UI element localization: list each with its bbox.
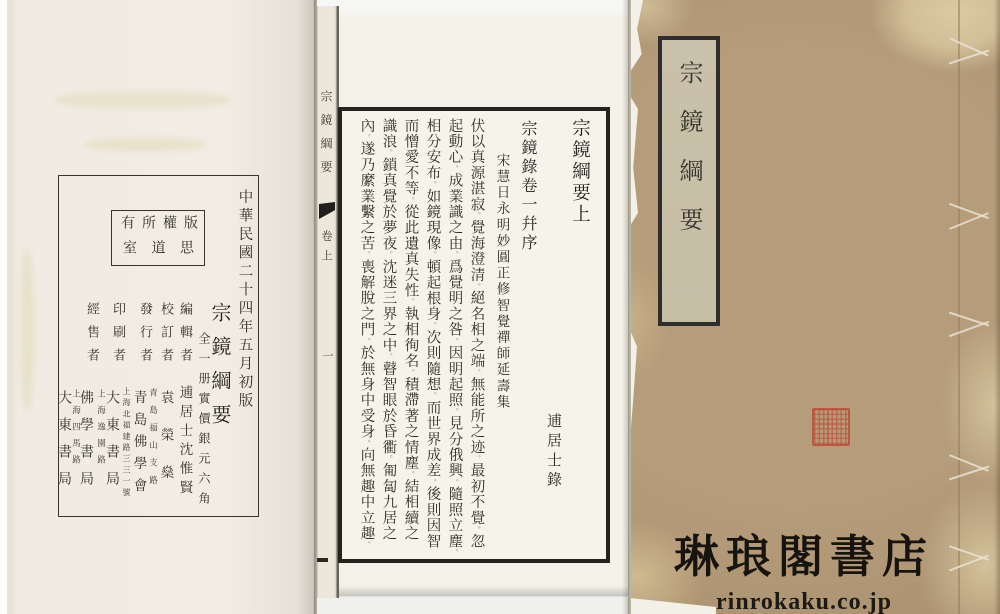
binding-stitch (949, 50, 990, 65)
copyright-box (111, 210, 205, 266)
credit-role-editor: 編輯者 (177, 302, 192, 371)
page-gutter (314, 0, 317, 614)
banxin-page-number: 一 (321, 350, 334, 361)
credit-name-reviser: 袁榮燊 (157, 390, 174, 503)
body-column-2: 起動心。成業識之由。爲覺明之咎。因明起照。見分俄興。隨照立塵。 (446, 118, 463, 557)
credit-name-printer: 大東書局 (104, 390, 120, 498)
credit-role-distributor: 經售者 (84, 302, 99, 371)
body-column-5: 識浪。鎖真覺於夢夜。沈迷三界之中。瞽智眼於昏衢。匍匐九居之 (380, 118, 397, 542)
body-column-4: 而憎愛不等。從此遺真失性。執相徇名。積滯著之情塵。結相續之 (402, 118, 419, 542)
heading-column: 宗鏡綱要上 (569, 118, 591, 226)
bookstore-watermark (670, 520, 938, 614)
credit-name-publisher: 青島佛學會 (130, 390, 147, 500)
text-frame (338, 107, 610, 563)
facing-frame-corner (316, 558, 328, 562)
bookstore-url: rinrokaku.co.jp (716, 589, 892, 614)
publication-date: 中華民國二十四年五月初版 (236, 189, 253, 411)
torn-paper-edge (630, 330, 637, 440)
torn-paper-edge (630, 0, 643, 72)
bleedthrough-stain (20, 250, 34, 410)
studio-name: 思道室 (121, 240, 194, 254)
copyright-text: 版權所有 (119, 215, 198, 229)
body-column-6: 內。遂乃縻業繫之苦。喪解脫之門。於無身中受身。向無趣中立趣。 (358, 118, 375, 550)
body-column-1: 伏以真源湛寂。覺海澄清。絕名相之端。無能所之迹。最初不覺。忽 (468, 118, 485, 550)
credit-name-distributor1: 佛學書局 (78, 390, 94, 498)
colophon-box (58, 175, 259, 517)
bleedthrough-stain (85, 138, 205, 151)
banxin-title: 宗鏡綱要 (319, 90, 333, 184)
price-line: 全一册實價銀元六角 (197, 332, 211, 512)
credit-role-reviser: 校訂者 (158, 302, 173, 371)
banxin-strip (316, 6, 339, 598)
red-seal (812, 408, 850, 446)
credit-role-publisher: 發行者 (137, 302, 152, 371)
binding-crease (958, 0, 960, 614)
credit-name-editor: 逋居士沈惟賢 (176, 385, 193, 499)
attribution-column: 宋慧日永明妙圓正修智覺禪師延壽集 (493, 153, 510, 411)
credit-address-printer: 上海北福建路三三一號 (122, 387, 131, 499)
body-column-3: 相分安布。如鏡現像。頓起根身。次則隨想。而世界成差。後則因智 (424, 118, 441, 550)
cover-edge-shading (994, 0, 1000, 614)
book-cover (630, 0, 1000, 614)
colophon-page (0, 0, 316, 614)
binding-stitch (949, 466, 990, 481)
cover-title: 宗鏡綱要 (675, 60, 703, 256)
book-title: 宗鏡綱要 (208, 302, 232, 438)
fishtail-icon (319, 202, 335, 219)
bleedthrough-stain (55, 92, 230, 108)
credit-address-distributor1: 上海逸園路 (95, 389, 106, 472)
binding-stitch (949, 321, 989, 337)
credit-address-distributor2: 上海四馬路 (70, 389, 81, 472)
credit-address-publisher: 青島福山支路 (147, 388, 158, 493)
binding-stitch (949, 555, 989, 572)
binding-stitch (949, 203, 989, 219)
text-page (316, 0, 630, 614)
chapter-column: 宗鏡錄卷一幷序 (519, 120, 538, 253)
torn-paper-edge (630, 96, 638, 226)
binding-stitch (949, 38, 988, 57)
credit-role-printer: 印刷者 (110, 302, 125, 371)
credit-name-distributor2: 大東書局 (56, 390, 72, 498)
recorder-column: 逋居士錄 (545, 413, 563, 491)
binding-stitch (949, 212, 989, 230)
banxin-volume: 卷上 (320, 230, 334, 269)
bookstore-name: 琳琅閣書店 (673, 530, 934, 583)
page-gutter (628, 0, 631, 614)
cover-title-label (658, 36, 720, 326)
